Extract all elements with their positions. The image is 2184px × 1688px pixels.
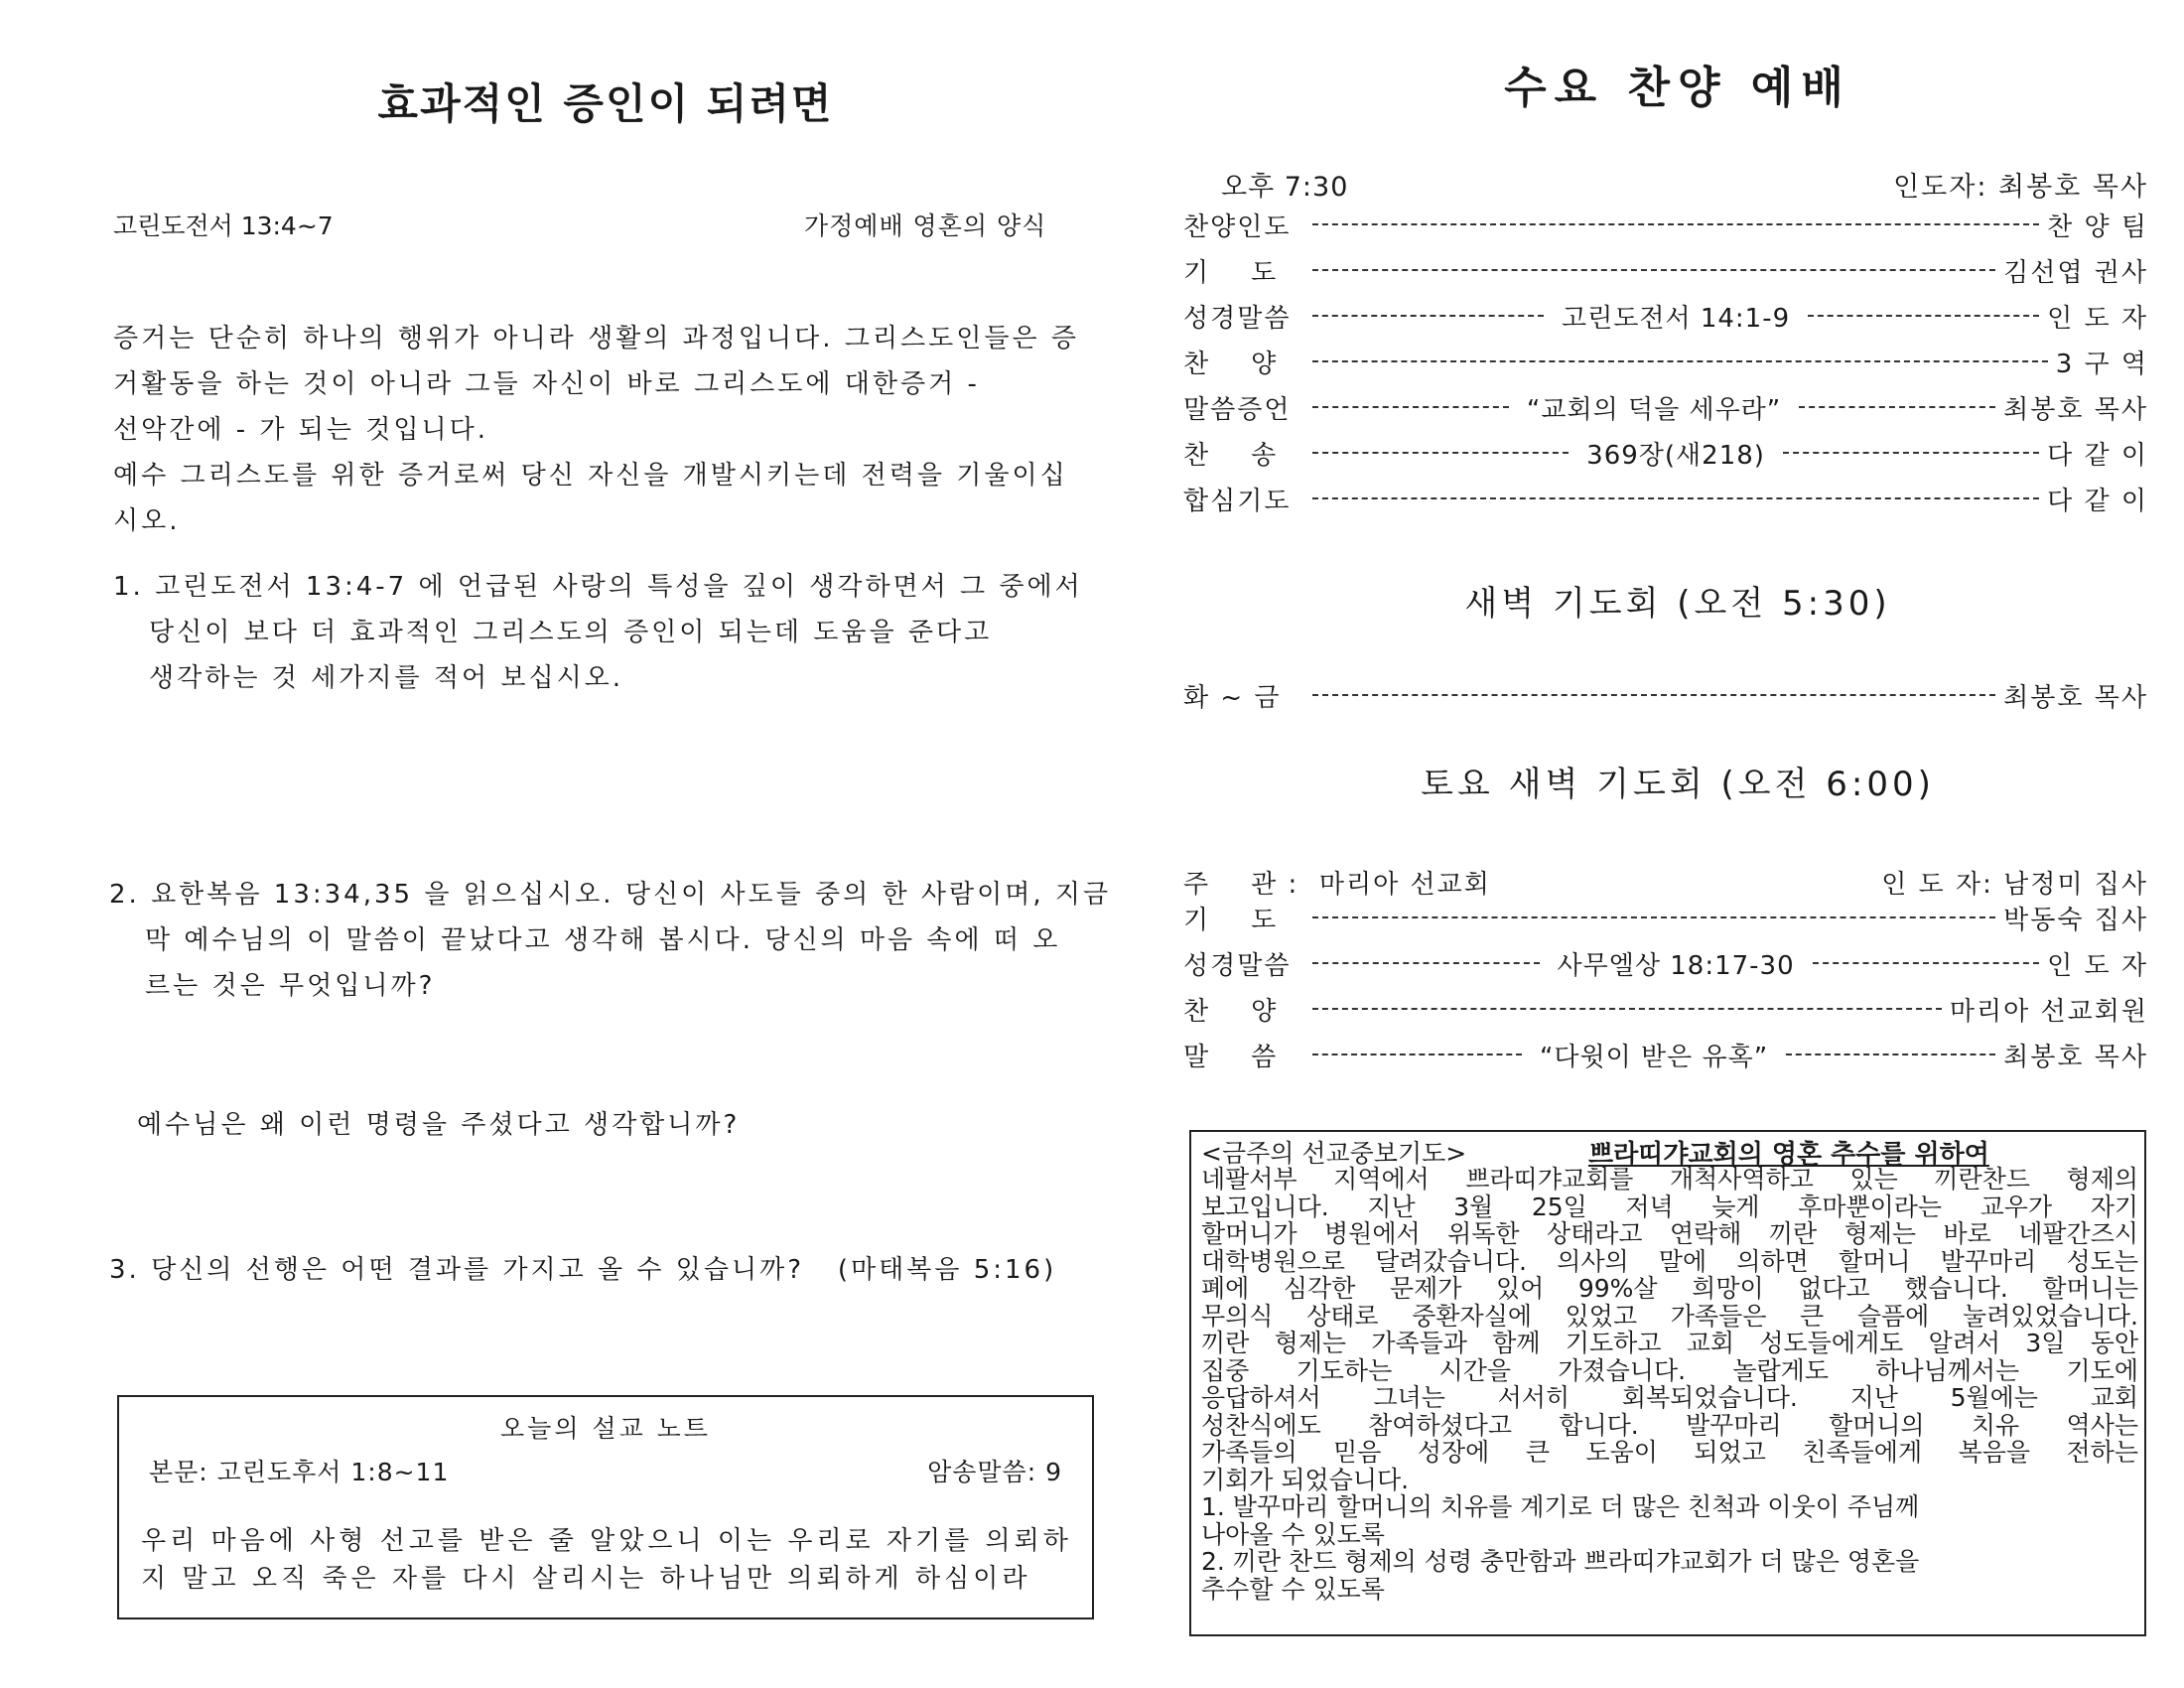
dash-leader (1312, 1008, 1942, 1010)
saturday-prayer-title: 토요 새벽 기도회 (오전 6:00) (1421, 765, 1935, 804)
mission-line: 가족들의 믿음 성장에 큰 도움이 되었고 친족들에게 복음을 전하는 (1201, 1438, 2138, 1467)
order-label: 찬 송 (1183, 440, 1279, 471)
order-value: 최봉호 목사 (2003, 1042, 2149, 1072)
order-value: 찬 양 팀 (2047, 211, 2148, 242)
prayer-item: 추수할 수 있도록 (1201, 1574, 1385, 1604)
sermon-note-box (117, 1395, 1094, 1619)
order-value: 최봉호 목사 (2003, 394, 2149, 425)
mission-line: 네팔서부 지역에서 쁘라띠갸교회를 개척사역하고 있는 끼란찬드 형제의 (1201, 1165, 2138, 1194)
dash-leader (1783, 452, 2039, 454)
lesson-reference: 고린도전서 13:4~7 (113, 211, 334, 240)
order-row (1183, 943, 2148, 983)
order-label: 성경말씀 (1183, 303, 1292, 334)
sermon-memory-verse: 암송말씀: 9 (927, 1458, 1062, 1486)
order-row (1183, 433, 2148, 473)
saturday-leader: 인 도 자: 남정미 집사 (1881, 870, 2148, 900)
order-label: 합심기도 (1183, 486, 1292, 516)
mission-label: <금주의 선교중보기도> (1201, 1139, 1467, 1168)
dash-leader (1786, 1054, 1995, 1055)
order-value: 김선엽 권사 (2003, 257, 2148, 288)
dash-leader (1799, 406, 1995, 408)
order-label: 화 ~ 금 (1183, 682, 1282, 713)
order-label: 말 씀 (1183, 1042, 1279, 1072)
order-row (1183, 296, 2148, 336)
order-detail: 369장(새218) (1586, 440, 1765, 471)
intro-line: 예수 그리스도를 위한 증거로써 당신 자신을 개발시키는데 전력을 기울이십 (113, 461, 1068, 491)
intro-paragraph (113, 316, 1079, 544)
intro-line: 선악간에 - 가 되는 것입니다. (113, 415, 488, 445)
wednesday-time: 오후 7:30 (1221, 172, 1349, 203)
order-label: 찬 양 (1183, 996, 1279, 1027)
dash-leader (1312, 360, 2048, 362)
order-value: 다 같 이 (2047, 486, 2148, 516)
mission-title: 쁘라띠갸교회의 영혼 추수를 위하여 (1588, 1140, 1989, 1170)
mission-line: 응답하셔서 그녀는 서서히 회복되었습니다. 지난 5월에는 교회 (1201, 1383, 2138, 1412)
mission-prayer-box (1189, 1130, 2146, 1636)
order-row (1183, 1035, 2148, 1074)
order-row (1183, 989, 2148, 1029)
mission-line: 기회가 되었습니다. (1201, 1465, 1410, 1494)
mission-line: 끼란 형제는 가족들과 함께 기도하고 교회 성도들에게도 알려서 3일 동안 (1201, 1329, 2138, 1357)
order-row (1183, 387, 2148, 427)
question-line: 생각하는 것 세가지를 적어 보십시오. (149, 663, 624, 693)
dash-leader (1312, 223, 2039, 225)
order-label: 기 도 (1183, 257, 1279, 288)
order-row (1183, 205, 2148, 244)
order-value: 3 구 역 (2055, 349, 2148, 379)
question-line: 막 예수님의 이 말씀이 끝났다고 생각해 봅시다. 당신의 마음 속에 떠 오 (145, 925, 1061, 955)
order-detail: 고린도전서 14:1-9 (1561, 303, 1791, 334)
dash-leader (1312, 497, 2039, 499)
order-row (1183, 342, 2148, 381)
order-value: 인 도 자 (2047, 950, 2149, 981)
sermon-text: 본문: 고린도후서 1:8~11 (149, 1458, 450, 1486)
order-label: 말씀증언 (1183, 394, 1292, 425)
dawn-prayer-title: 새벽 기도회 (오전 5:30) (1464, 584, 1891, 624)
sermon-body (141, 1522, 1072, 1598)
order-label: 기 도 (1183, 905, 1279, 935)
dash-leader (1312, 1054, 1522, 1055)
question-line: 2. 요한복음 13:34,35 을 읽으십시오. 당신이 사도들 중의 한 사람이며, 지금 (109, 880, 1112, 910)
intro-line: 증거는 단순히 하나의 행위가 아니라 생활의 과정입니다. 그리스도인들은 증 (113, 324, 1079, 353)
dash-leader (1312, 916, 1995, 918)
sermon-line: 우리 마음에 사형 선고를 받은 줄 알았으니 이는 우리로 자기를 의뢰하 (141, 1526, 1072, 1556)
order-row (1183, 898, 2148, 937)
wednesday-title: 수요 찬양 예배 (1504, 63, 1851, 113)
question-3: 3. 당신의 선행은 어떤 결과를 가지고 올 수 있습니까? (마태복음 5:16) (109, 1255, 1057, 1285)
dash-leader (1312, 962, 1540, 964)
order-value: 인 도 자 (2047, 303, 2149, 334)
order-value: 마리아 선교회원 (1949, 996, 2148, 1027)
dash-leader (1312, 452, 1569, 454)
mission-line: 보고입니다. 지난 3월 25일 저녁 늦게 후마뿐이라는 교우가 자기 (1201, 1192, 2138, 1221)
question-line: 1. 고린도전서 13:4-7 에 언급된 사랑의 특성을 깊이 생각하면서 그 중에서 (113, 572, 1083, 602)
order-detail: “교회의 덕을 세우라” (1526, 394, 1782, 425)
intro-line: 시오. (113, 506, 181, 536)
question-line: 르는 것은 무엇입니까? (145, 971, 436, 1001)
wednesday-leader: 인도자: 최봉호 목사 (1893, 172, 2148, 203)
order-label: 성경말씀 (1183, 950, 1292, 981)
mission-line: 무의식 상태로 중환자실에 있었고 가족들은 큰 슬픔에 눌려있었습니다. (1201, 1301, 2138, 1331)
lesson-source: 가정예배 영혼의 양식 (804, 211, 1047, 240)
order-row (1183, 479, 2148, 518)
order-row (1183, 250, 2148, 290)
dash-leader (1312, 694, 1995, 696)
sermon-line: 지 말고 오직 죽은 자를 다시 살리시는 하나님만 의뢰하게 하심이라 (141, 1564, 1031, 1594)
intro-line: 거활동을 하는 것이 아니라 그들 자신이 바로 그리스도에 대한증거 - (113, 369, 980, 399)
question-1 (113, 564, 1083, 701)
mission-line: 성찬식에도 참여하셨다고 합니다. 발꾸마리 할머니의 치유 역사는 (1201, 1410, 2138, 1440)
order-value: 다 같 이 (2047, 440, 2149, 471)
question-2-sub: 예수님은 왜 이런 명령을 주셨다고 생각합니까? (137, 1110, 741, 1140)
prayer-item: 2. 끼란 찬드 형제의 성령 충만함과 쁘라띠갸교회가 더 많은 영혼을 (1201, 1547, 1920, 1576)
mission-body (1201, 1166, 2138, 1603)
order-detail: “다윗이 받은 유혹” (1539, 1042, 1769, 1072)
prayer-item: 1. 발꾸마리 할머니의 치유를 계기로 더 많은 친척과 이웃이 주님께 (1201, 1492, 1920, 1521)
dash-leader (1312, 269, 1995, 271)
question-2 (109, 872, 1111, 1009)
mission-line: 할머니가 병원에서 위독한 상태라고 연락해 끼란 형제는 바로 네팔간즈시 (1201, 1219, 2138, 1248)
order-value: 최봉호 목사 (2003, 682, 2148, 713)
mission-line: 집중 기도하는 시간을 가졌습니다. 놀랍게도 하나님께서는 기도에 (1201, 1355, 2138, 1385)
order-detail: 사무엘상 18:17-30 (1557, 950, 1795, 981)
prayer-item: 나아올 수 있도록 (1201, 1519, 1385, 1549)
saturday-host: 주 관 : 마리아 선교회 (1183, 870, 1491, 900)
lesson-title: 효과적인 증인이 되려면 (377, 79, 834, 128)
dash-leader (1813, 962, 2040, 964)
order-label: 찬 양 (1183, 349, 1279, 379)
order-label: 찬양인도 (1183, 211, 1292, 242)
dash-leader (1808, 315, 2039, 317)
sermon-note-title: 오늘의 설교 노트 (500, 1414, 711, 1443)
order-value: 박동숙 집사 (2003, 905, 2148, 935)
question-line: 당신이 보다 더 효과적인 그리스도의 증인이 되는데 도움을 준다고 (149, 618, 993, 647)
mission-line: 대학병원으로 달려갔습니다. 의사의 말에 의하면 할머니 발꾸마리 성도는 (1201, 1246, 2138, 1276)
dash-leader (1312, 315, 1544, 317)
dash-leader (1312, 406, 1509, 408)
mission-line: 폐에 심각한 문제가 있어 99%살 희망이 없다고 했습니다. 할머니는 (1201, 1274, 2138, 1303)
order-row (1183, 675, 2148, 715)
